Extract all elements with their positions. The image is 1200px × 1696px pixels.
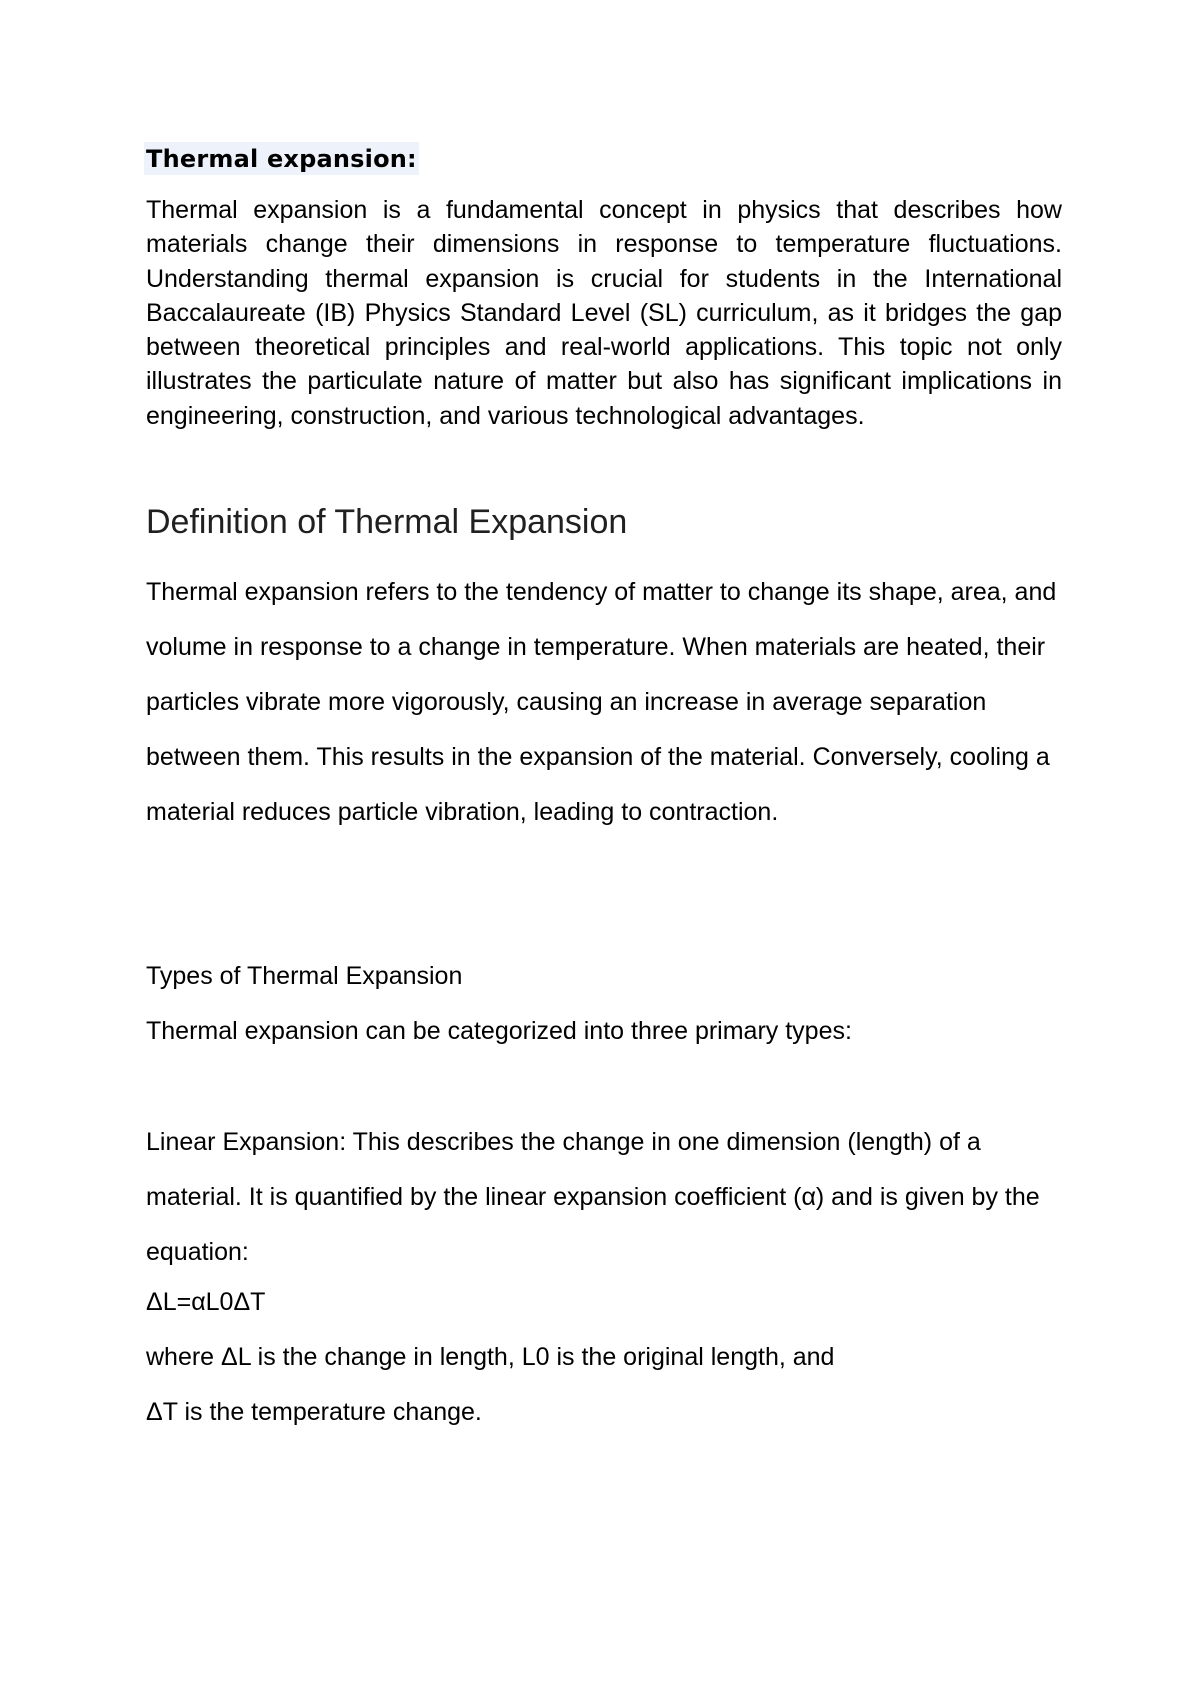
intro-paragraph: Thermal expansion is a fundamental concept in physics that describes how materials change their dimensions in response to temperature fluctuations. Understanding thermal expansion is crucial for students in the International Baccalaureate (IB) Physics Standard Level (SL) curriculum, as it bridges the gap between theoretical principles and real-world applications. This topic not only illustrates the particulate nature of matter but also has significant implications in engineering, construction, and various technological advantages. [146,196,1062,430]
equation-delta-t-line: ΔT is the temperature change. [146,1398,482,1426]
section-heading: Thermal expansion: [144,142,419,175]
linear-expansion-paragraph: Linear Expansion: This describes the change in one dimension (length) of a material. It is quantified by the linear expansion coefficient (α) and is given by the equation: [146,1128,1040,1266]
equation-where-line: where ΔL is the change in length, L0 is the original length, and [146,1343,835,1371]
definition-paragraph: Thermal expansion refers to the tendency of matter to change its shape, area, and volume in response to a change in temperature. When materials are heated, their particles vibrate more vigorously, causing an increase in average separation between them. This results in the expansion of the material. Conversely, cooling a material reduces particle vibration, leading to contraction. [146,578,1057,826]
types-intro: Thermal expansion can be categorized into three primary types: [146,1017,852,1045]
definition-heading: Definition of Thermal Expansion [146,503,628,541]
linear-equation: ΔL=αL0ΔT [146,1288,266,1316]
types-heading: Types of Thermal Expansion [146,962,463,990]
